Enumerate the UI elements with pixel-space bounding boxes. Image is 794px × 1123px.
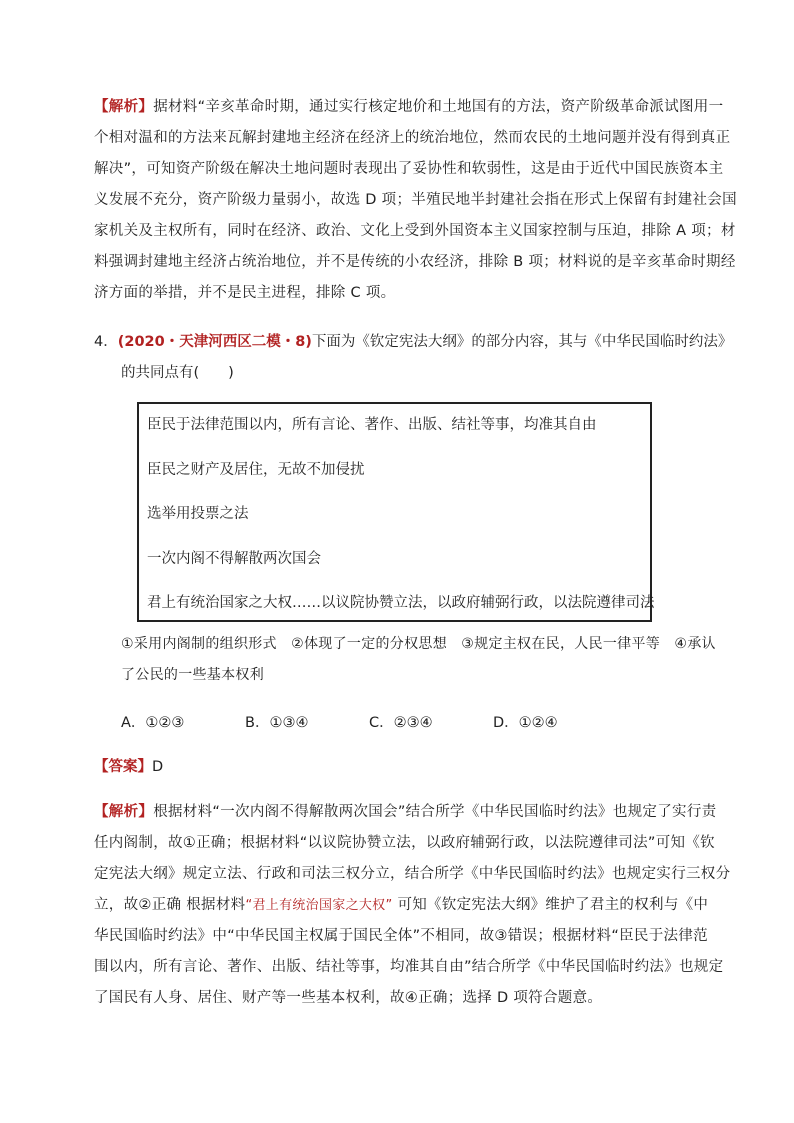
material-row: 君上有统治国家之大权……以议院协赞立法，以政府辅弼行政，以法院遵律司法 (147, 595, 655, 611)
analysis-tag: 【解析】 (94, 804, 154, 820)
option-d: D．①②④ (493, 715, 558, 731)
analysis-line: 定宪法大纲》规定立法、行政和司法三权分立，结合所学《中华民国临时约法》也规定实行三权分 (94, 866, 731, 882)
analysis-paragraph-q4 (94, 797, 731, 1014)
statements-line: 了公民的一些基本权利 (121, 667, 264, 683)
analysis-line: 济方面的举措，并不是民主进程，排除 C 项。 (94, 285, 396, 301)
analysis-line: 料强调封建地主经济占统治地位，并不是传统的小农经济，排除 B 项；材料说的是辛亥革命时期经 (94, 254, 736, 270)
analysis-line: 义发展不充分，资产阶级力量弱小，故选 D 项；半殖民地半封建社会指在形式上保留有封建社会国 (94, 192, 737, 208)
statements (121, 629, 716, 691)
analysis-line: 家机关及主权所有，同时在经济、政治、文化上受到外国资本主义国家控制与压迫，排除 A 项；材 (94, 223, 736, 239)
analysis-line: 围以内，所有言论、著作、出版、结社等事，均准其自由”结合所学《中华民国临时约法》也规定 (94, 959, 724, 975)
material-row: 臣民之财产及居住，无故不加侵扰 (147, 461, 365, 478)
analysis-line: 任内阁制，故①正确；根据材料“以议院协赞立法，以政府辅弼行政，以法院遵律司法”可知《钦 (94, 835, 715, 851)
analysis-line: 根据材料 (186, 897, 246, 913)
option-a: A．①②③ (121, 715, 185, 731)
analysis-line: 解决”，可知资产阶级在解决土地问题时表现出了妥协性和软弱性，这是由于近代中国民族资本主 (94, 161, 724, 177)
answer-options (121, 708, 701, 738)
analysis-line: 可知《钦定宪法大纲》维护了君主的权利与《中 (397, 897, 709, 913)
question-text: 下面为《钦定宪法大纲》的部分内容，其与《中华民国临时约法》 (311, 334, 733, 350)
option-b: B．①③④ (245, 715, 309, 731)
analysis-quote-red: “君上有统治国家之大权” (245, 898, 393, 913)
analysis-line: 个相对温和的方法来瓦解封建地主经济在经济上的统治地位，然而农民的土地问题并没有得到真正 (94, 130, 731, 146)
question-number: 4． (94, 334, 118, 350)
analysis-tag: 【解析】 (94, 99, 154, 115)
material-box (137, 402, 655, 622)
analysis-line: 立，故②正确 (94, 897, 182, 913)
answer-line (94, 752, 163, 782)
option-c: C．②③④ (369, 715, 433, 731)
analysis-line: 华民国临时约法》中“中华民国主权属于国民全体”不相同，故③错误；根据材料“臣民于法律范 (94, 928, 708, 944)
material-row: 选举用投票之法 (147, 506, 249, 522)
question-4-title (94, 327, 733, 389)
statements-line: ①采用内阁制的组织形式 ②体现了一定的分权思想 ③规定主权在民，人民一律平等 ④承认 (121, 636, 716, 652)
question-text-line2: 的共同点有( ) (121, 365, 234, 381)
analysis-line: 据材料“辛亥革命时期，通过实行核定地价和土地国有的方法，资产阶级革命派试图用一 (153, 99, 724, 115)
answer-tag: 【答案】 (94, 759, 152, 775)
analysis-paragraph-q3 (94, 92, 737, 309)
analysis-line: 了国民有人身、居住、财产等一些基本权利，故④正确；选择 D 项符合题意。 (94, 990, 603, 1006)
material-row: 臣民于法律范围以内，所有言论、著作、出版、结社等事，均准其自由 (147, 417, 597, 433)
question-source: (2020・天津河西区二模・8) (117, 334, 312, 350)
analysis-line: 根据材料“一次内阁不得解散两次国会”结合所学《中华民国临时约法》也规定了实行责 (153, 804, 717, 820)
answer-value: D (152, 759, 164, 775)
material-row: 一次内阁不得解散两次国会 (147, 550, 321, 567)
